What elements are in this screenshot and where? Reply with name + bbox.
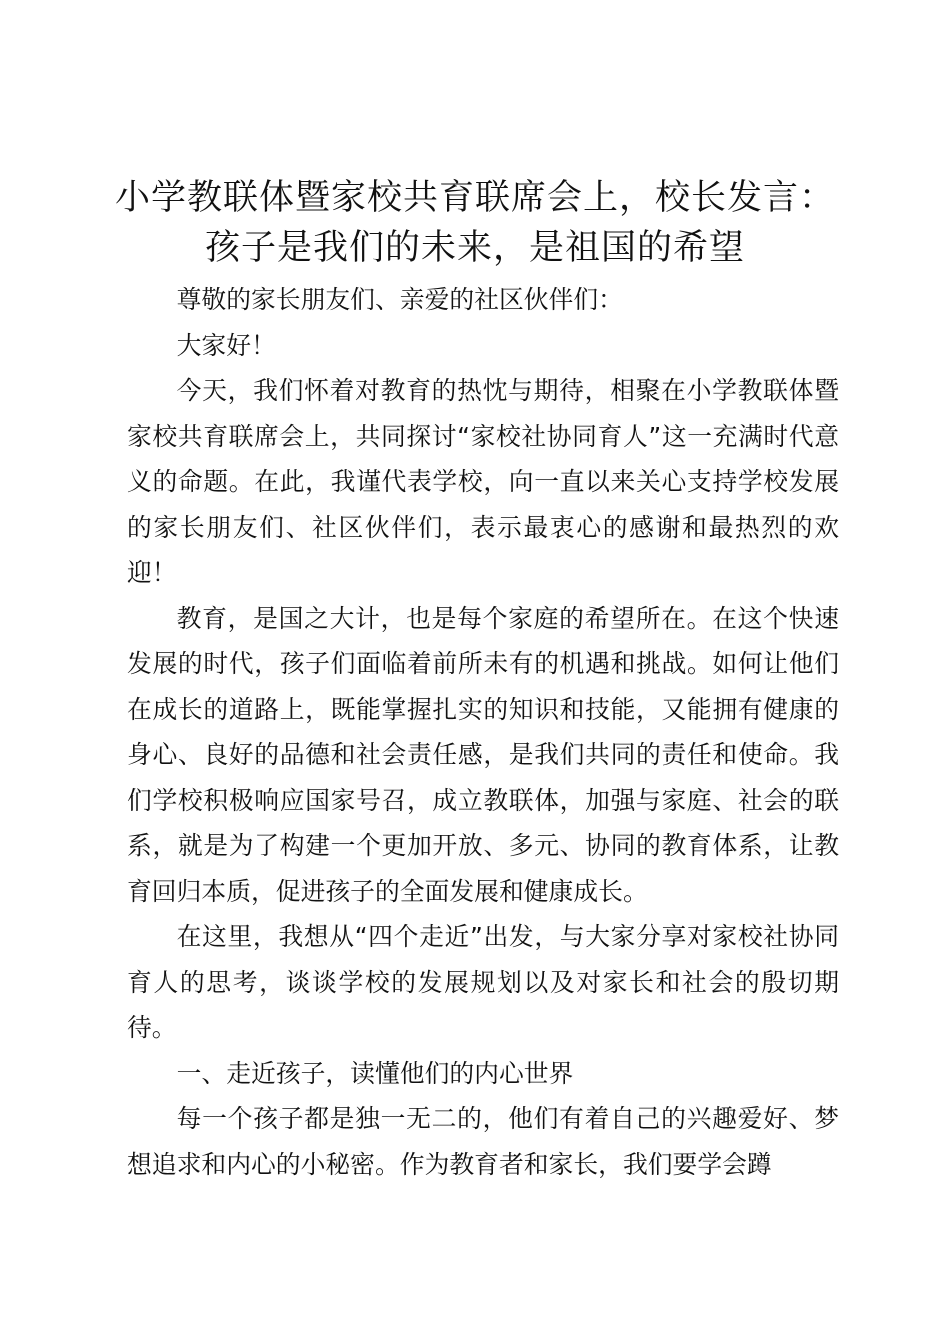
- title-line-2: 孩子是我们的未来，是祖国的希望: [204, 228, 745, 268]
- paragraph-children: 每一个孩子都是独一无二的，他们有着自己的兴趣爱好、梦想追求和内心的小秘密。作为教育者和家长，我们要学会蹲: [127, 1104, 839, 1179]
- paragraph-four-approaches: 在这里，我想从“四个走近”出发，与大家分享对家校社协同育人的思考，谈谈学校的发展规划以及对家长和社会的殷切期待。: [127, 922, 839, 1042]
- title-line-1: 小学教联体暨家校共育联席会上，校长发言：: [114, 178, 835, 218]
- greeting: 大家好！: [176, 330, 276, 360]
- paragraph-opening: 今天，我们怀着对教育的热忱与期待，相聚在小学教联体暨家校共育联席会上，共同探讨“家校社协同育人”这一充满时代意义的命题。在此，我谨代表学校，向一直以来关心支持学校发展的家长朋友们、社区伙伴们，表示最衷心的感谢和最热烈的欢迎！: [127, 376, 839, 587]
- section-heading-1: 一、走近孩子，读懂他们的内心世界: [176, 1058, 574, 1088]
- document-body: [127, 277, 839, 1187]
- paragraph-education: 教育，是国之大计，也是每个家庭的希望所在。在这个快速发展的时代，孩子们面临着前所未有的机遇和挑战。如何让他们在成长的道路上，既能掌握扎实的知识和技能，又能拥有健康的身心、良好的品德和社会责任感，是我们共同的责任和使命。我们学校积极响应国家号召，成立教联体，加强与家庭、社会的联系，就是为了构建一个更加开放、多元、协同的教育体系，让教育回归本质，促进孩子的全面发展和健康成长。: [127, 603, 839, 906]
- salutation: 尊敬的家长朋友们、亲爱的社区伙伴们：: [176, 285, 623, 314]
